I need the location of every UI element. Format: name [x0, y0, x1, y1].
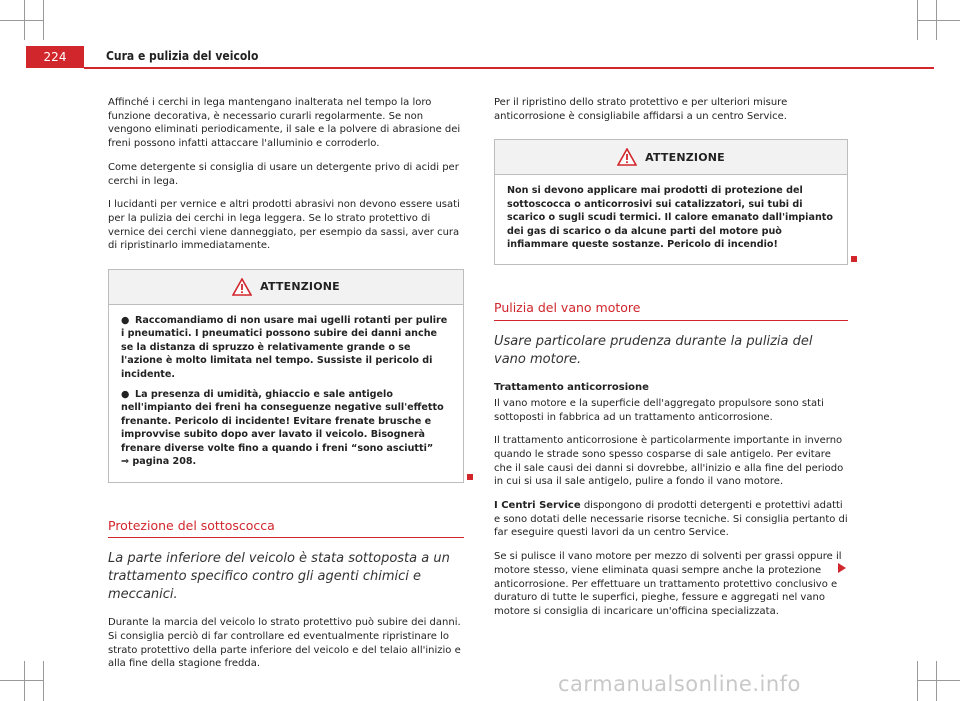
page-number: 224: [26, 46, 84, 68]
section-title: Pulizia del vano motore: [494, 301, 848, 321]
crop-mark: [43, 0, 44, 40]
bullet-icon: ●: [121, 315, 130, 327]
crop-mark: [0, 680, 43, 681]
paragraph: Durante la marcia del veicolo lo strato protettivo può subire dei danni. Si consiglia perciò di far controllare ed eventualmente ripristinare lo strato protettivo della parte inferiore del veicolo e del telaio all'inizio e alla fine della stagione fredda.: [108, 617, 461, 670]
section-intro: Usare particolare prudenza durante la pulizia del vano motore.: [494, 334, 813, 368]
page-reference-link[interactable]: ⇒ pagina 208.: [121, 456, 197, 468]
warning-body: [495, 175, 847, 264]
warning-item: [121, 314, 451, 381]
crop-mark: [24, 661, 25, 701]
crop-mark: [0, 20, 43, 21]
paragraph: Il trattamento anticorrosione è particolarmente importante in inverno quando le strade sono spesso cosparse di sale antigelo. Per evitare che il sale causi dei danni si dovrebbe, all'inizio e alla fine del periodo in cui si usa il sale antigelo, pulire a fondo il vano motore.: [494, 435, 844, 488]
watermark: carmanualsonline.info: [558, 672, 801, 696]
section-title: Protezione del sottoscocca: [108, 519, 464, 539]
crop-mark: [917, 661, 918, 701]
crop-mark: [917, 0, 918, 40]
crop-mark: [936, 661, 937, 701]
warning-box: [494, 139, 848, 265]
warning-box: [108, 269, 464, 482]
warning-title: ATTENZIONE: [260, 280, 340, 294]
warning-title: ATTENZIONE: [645, 150, 725, 164]
warning-item-text: La presenza di umidità, ghiaccio e sale antigelo nell'impianto dei freni ha conseguenze negative sull'effetto frenante. Pericolo di incidente! Evitare frenate brusche e improvvise subito dopo aver lavato il veicolo. Bisognerà frenare diverse volte fino a quando i freni “sono asciutti”: [121, 389, 444, 454]
warning-item: [121, 388, 451, 468]
paragraph: Se si pulisce il vano motore per mezzo di solventi per grassi oppure il motore stesso, viene eliminata quasi sempre anche la protezione anticorrosione. Per effettuare un trattamento protettivo conclusivo e duraturo di tutte le superfici, pieghe, fessure e aggregati nel vano motore si consiglia di incaricare un'officina specializzata.: [494, 551, 842, 617]
end-of-warning-marker: [467, 474, 473, 480]
paragraph: [494, 499, 848, 540]
bold-term: I Centri Service: [494, 500, 581, 512]
crop-mark: [917, 680, 960, 681]
left-column: [108, 96, 464, 681]
paragraph: Affinché i cerchi in lega mantengano inalterata nel tempo la loro funzione decorativa, è necessario curarli regolarmente. Se non vengono eliminati periodicamente, il sale e la polvere di abrasione dei freni possono infatti attaccare l'alluminio e corroderlo.: [108, 97, 461, 150]
section-intro: La parte inferiore del veicolo è stata sottoposta a un trattamento specifico contro gli agenti chimici e meccanici.: [108, 551, 450, 603]
warning-body: [109, 305, 463, 481]
paragraph: Il vano motore e la superficie dell'aggregato propulsore sono stati sottoposti in fabbrica ad un trattamento anticorrosione.: [494, 397, 824, 423]
bullet-icon: ●: [121, 389, 130, 401]
warning-header: [109, 270, 463, 305]
paragraph: Per il ripristino dello strato protettivo e per ulteriori misure anticorrosione è consigliabile affidarsi a un centro Service.: [494, 97, 788, 122]
right-column: [494, 96, 848, 629]
warning-header: [495, 140, 847, 175]
warning-triangle-icon: [617, 148, 637, 166]
crop-mark: [24, 0, 25, 40]
paragraph-text: dispongono di prodotti detergenti e protettivi adatti e sono dotati delle necessarie risorse tecniche. Si consiglia pertanto di far eseguire questi lavori da un centro Service.: [494, 500, 848, 539]
crop-mark: [936, 0, 937, 40]
subheading: Trattamento anticorrosione: [494, 382, 649, 394]
paragraph: I lucidanti per vernice e altri prodotti abrasivi non devono essere usati per la pulizia dei cerchi in lega leggera. Se lo strato protettivo di vernice dei cerchi viene danneggiato, per esempio da sassi, aver cura di ripristinarlo immediatamente.: [108, 199, 460, 252]
warning-triangle-icon: [232, 278, 252, 296]
warning-item-text: Raccomandiamo di non usare mai ugelli rotanti per pulire i pneumatici. I pneumatici possono subire dei danni anche se la distanza di spruzzo è relativamente grande o se l'azione è molto limitata nel tempo. Sussiste il pericolo di incidente.: [121, 315, 448, 380]
continue-arrow-icon: [838, 563, 846, 573]
paragraph: Come detergente si consiglia di usare un detergente privo di acidi per cerchi in lega.: [108, 161, 459, 187]
crop-mark: [917, 20, 960, 21]
header-rule: [84, 67, 934, 69]
chapter-title: Cura e pulizia del veicolo: [106, 49, 259, 63]
crop-mark: [43, 661, 44, 701]
end-of-warning-marker: [851, 256, 857, 262]
warning-text: Non si devono applicare mai prodotti di protezione del sottoscocca o anticorrosivi sui catalizzatori, sui tubi di scarico o sugli scudi termici. Il calore emanato dall'impianto dei gas di scarico o da alcune parti del motore può infiammare queste sostanze. Pericolo di incendio!: [507, 185, 833, 251]
